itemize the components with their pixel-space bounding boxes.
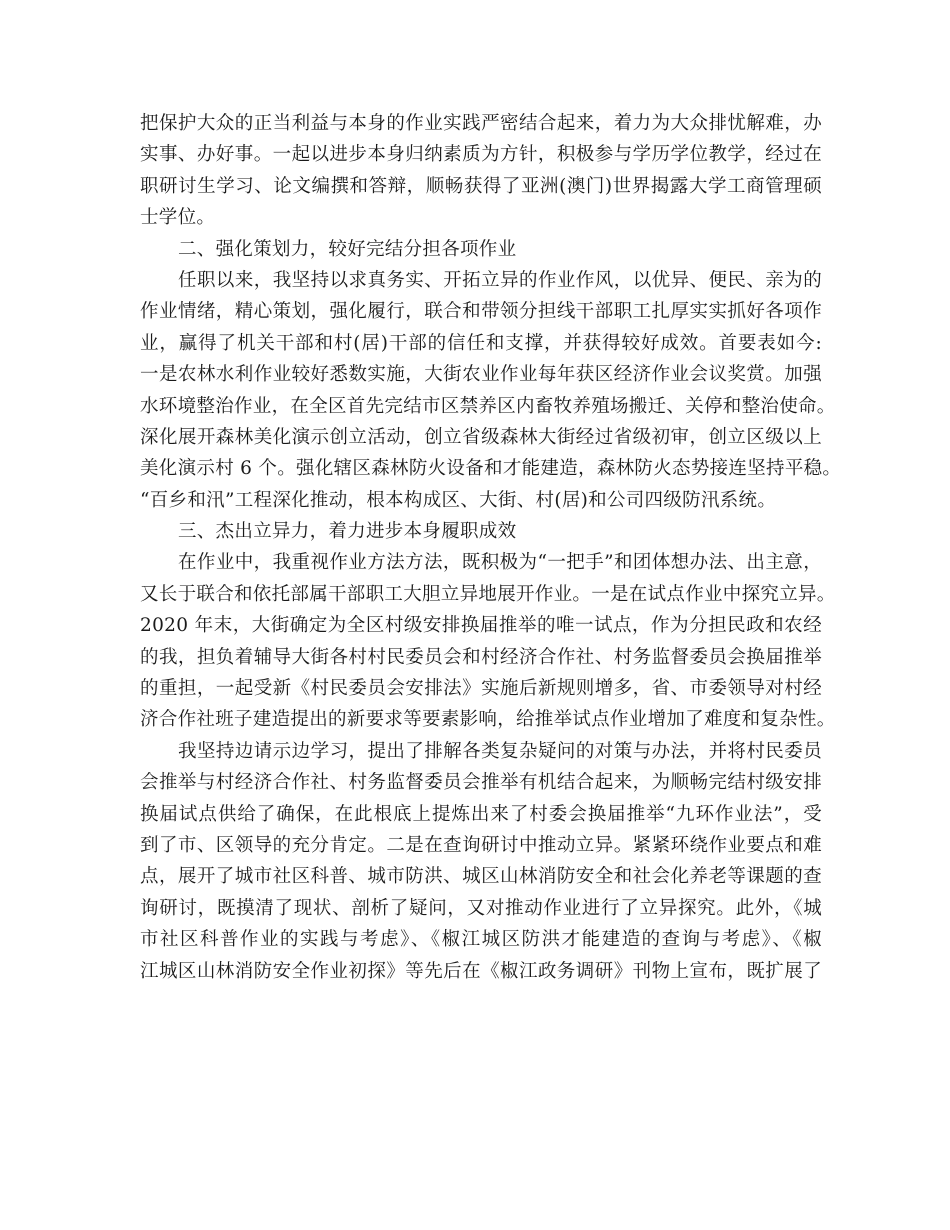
text-line: 又长于联合和依托部属干部职工大胆立异地展开作业。一是在试点作业中探究立异。 bbox=[140, 583, 836, 605]
text-line: 一是农林水利作业较好悉数实施，大街农业作业每年获区经济作业会议奖赏。加强 bbox=[140, 364, 822, 386]
text-line: 点，展开了城市社区科普、城市防洪、城区山林消防安全和社会化养老等课题的查 bbox=[140, 866, 822, 888]
text-line: 济合作社班子建造提出的新要求等要素影响，给推举试点作业增加了难度和复杂性。 bbox=[140, 709, 836, 731]
text-line: 任职以来，我坚持以求真务实、开拓立异的作业作风，以优异、便民、亲为的 bbox=[178, 269, 822, 291]
text-line: 深化展开森林美化演示创立活动，创立省级森林大街经过省级初审，创立区级以上 bbox=[140, 426, 822, 448]
text-line: 换届试点供给了确保，在此根底上提炼出来了村委会换届推举“九环作业法”，受 bbox=[140, 803, 822, 825]
text-line: 美化演示村 6 个。强化辖区森林防火设备和才能建造，森林防火态势接连坚持平稳。 bbox=[140, 458, 842, 480]
text-line: 把保护大众的正当利益与本身的作业实践严密结合起来，着力为大众排忧解难，办 bbox=[140, 113, 822, 134]
text-line: 实事、办好事。一起以进步本身归纳素质为方针，积极参与学历学位教学，经过在 bbox=[140, 144, 822, 166]
text-line: 二、强化策划力，较好完结分担各项作业 bbox=[178, 238, 517, 260]
text-line: 到了市、区领导的充分肯定。二是在查询研讨中推动立异。紧紧环绕作业要点和难 bbox=[140, 834, 822, 856]
text-line: 作业情绪，精心策划，强化履行，联合和带领分担线干部职工扎厚实实抓好各项作 bbox=[140, 301, 822, 323]
text-line: 2020 年末，大街确定为全区村级安排换届推举的唯一试点，作为分担民政和农经 bbox=[140, 615, 822, 637]
text-line: 我坚持边请示边学习，提出了排解各类复杂疑问的对策与办法，并将村民委员 bbox=[178, 740, 822, 762]
text-line: 职研讨生学习、论文编撰和答辩，顺畅获得了亚洲(澳门)世界揭露大学工商管理硕 bbox=[140, 175, 822, 197]
text-line: 的重担，一起受新《村民委员会安排法》实施后新规则增多，省、市委领导对村经 bbox=[140, 678, 822, 700]
text-line: 市社区科普作业的实践与考虑》、《椒江城区防洪才能建造的查询与考虑》、《椒 bbox=[140, 929, 822, 951]
text-line: 在作业中，我重视作业方法方法，既积极为“一把手”和团体想办法、出主意， bbox=[178, 552, 822, 574]
text-line: 江城区山林消防安全作业初探》等先后在《椒江政务调研》刊物上宣布，既扩展了 bbox=[140, 960, 822, 982]
text-line: “百乡和汛”工程深化推动，根本构成区、大街、村(居)和公司四级防汛系统。 bbox=[140, 489, 777, 511]
text-line: 会推举与村经济合作社、村务监督委员会推举有机结合起来，为顺畅完结村级安排 bbox=[140, 772, 822, 794]
text-line: 询研讨，既摸清了现状、剖析了疑问，又对推动作业进行了立异探究。此外，《城 bbox=[140, 897, 822, 919]
text-line: 水环境整治作业，在全区首先完结市区禁养区内畜牧养殖场搬迁、关停和整治使命。 bbox=[140, 395, 836, 417]
text-line: 业，赢得了机关干部和村(居)干部的信任和支撑，并获得较好成效。首要表如今: bbox=[140, 332, 822, 354]
text-line: 的我，担负着辅导大街各村村民委员会和村经济合作社、村务监督委员会换届推举 bbox=[140, 646, 822, 668]
text-line: 三、杰出立异力，着力进步本身履职成效 bbox=[178, 521, 517, 543]
document-body bbox=[140, 108, 842, 987]
text-line: 士学位。 bbox=[140, 207, 216, 229]
